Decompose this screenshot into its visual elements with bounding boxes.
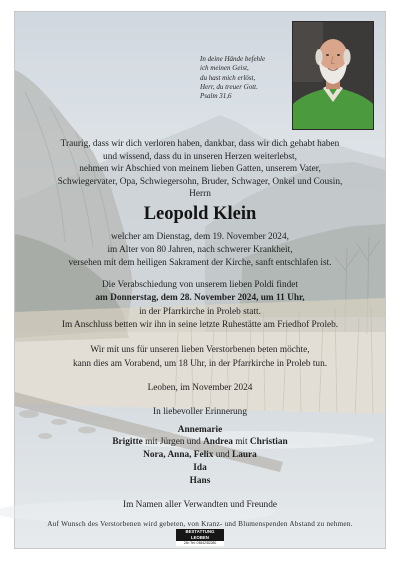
family-member: Christian [249, 437, 288, 448]
intro-line: nehmen wir Abschied von meinem lieben Gatten, unserem Vater, [79, 164, 321, 175]
place-date: Leoben, im November 2024 [147, 382, 253, 393]
family-line [0, 462, 400, 475]
farewell-line: Im Anschluss betten wir ihn in seine letzte Ruhestätte am Friedhof Proleb. [61, 320, 339, 330]
prayer-text [0, 344, 400, 371]
closing-line: Im Namen aller Verwandten und Freunde [123, 499, 277, 510]
farewell-date-time: am Donnerstag, dem 28. November 2024, um 11 Uhr, [95, 293, 305, 303]
footer-note: Auf Wunsch des Verstorbenen wird gebeten, von Kranz- und Blumenspenden Abstand zu nehmen. [47, 519, 353, 528]
family-member: Annemarie [177, 424, 223, 435]
intro-line: Traurig, dass wir dich verloren haben, dankbar, dass wir dich gehabt haben [60, 139, 340, 149]
family-connector: mit [232, 437, 250, 448]
family-connector: und [213, 450, 233, 461]
psalm-quote [200, 55, 265, 101]
psalm-line: ich meinen Geist, [200, 64, 249, 73]
family-member: Nora, Anna, Felix [143, 450, 214, 461]
death-notice-line: im Alter von 80 Jahren, nach schwerer Krankheit, [107, 244, 293, 255]
death-notice-line: versehen mit dem heiligen Sakrament der Kirche, sanft entschlafen ist. [68, 257, 332, 268]
remembrance-heading: In liebevoller Erinnerung [153, 406, 247, 417]
eye-right [337, 54, 340, 56]
family-member: Ida [193, 462, 207, 473]
logo-line: BESTATTUNG LEOBEN [185, 529, 215, 540]
farewell-line: in der Pfarrkirche in Proleb statt. [139, 306, 261, 317]
family-member: Hans [189, 475, 211, 486]
family-member: Brigitte [112, 437, 143, 448]
family-line [0, 424, 400, 437]
hair-left [315, 49, 322, 65]
prayer-line: kann dies am Vorabend, um 18 Uhr, in der Pfarrkirche in Proleb tun. [72, 358, 328, 369]
psalm-line: Herr, du treuer Gott. [200, 82, 258, 91]
eye-left [326, 54, 329, 56]
family-line [0, 449, 400, 462]
death-notice-text [0, 231, 400, 271]
family-member: Laura [232, 450, 257, 461]
family-line [0, 436, 400, 449]
death-notice-line: welcher am Dienstag, dem 19. November 2024, [111, 231, 289, 242]
family-connector: mit Jürgen und [142, 437, 204, 448]
logo-line: 24h Tel: 03842/82280 [176, 541, 224, 546]
intro-line: Schwiegervater, Opa, Schwiegersohn, Bruder, Schwager, Onkel und Cousin, [57, 176, 343, 187]
deceased-name: Leopold Klein [143, 204, 257, 224]
portrait-photo [292, 21, 374, 130]
farewell-text [0, 279, 400, 333]
farewell-line: Die Verabschiedung von unserem lieben Poldi findet [101, 279, 299, 290]
family-member: Andrea [203, 437, 233, 448]
intro-line: Herrn [189, 189, 211, 200]
intro-text [0, 138, 400, 201]
hair-right [343, 49, 350, 65]
psalm-line: du hast mich erlöst, [200, 73, 256, 82]
family-list [0, 424, 400, 488]
psalm-line: In deine Hände befehle [200, 55, 266, 63]
intro-line: und wissend, dass du in unseren Herzen weiterlebst, [103, 151, 297, 162]
family-line [0, 475, 400, 488]
psalm-reference: Psalm 31,6 [200, 92, 232, 101]
funeral-home-logo [176, 529, 224, 545]
portrait-image [293, 22, 373, 129]
prayer-line: Wir mit uns für unseren lieben Verstorbenen beten möchte, [90, 345, 310, 355]
